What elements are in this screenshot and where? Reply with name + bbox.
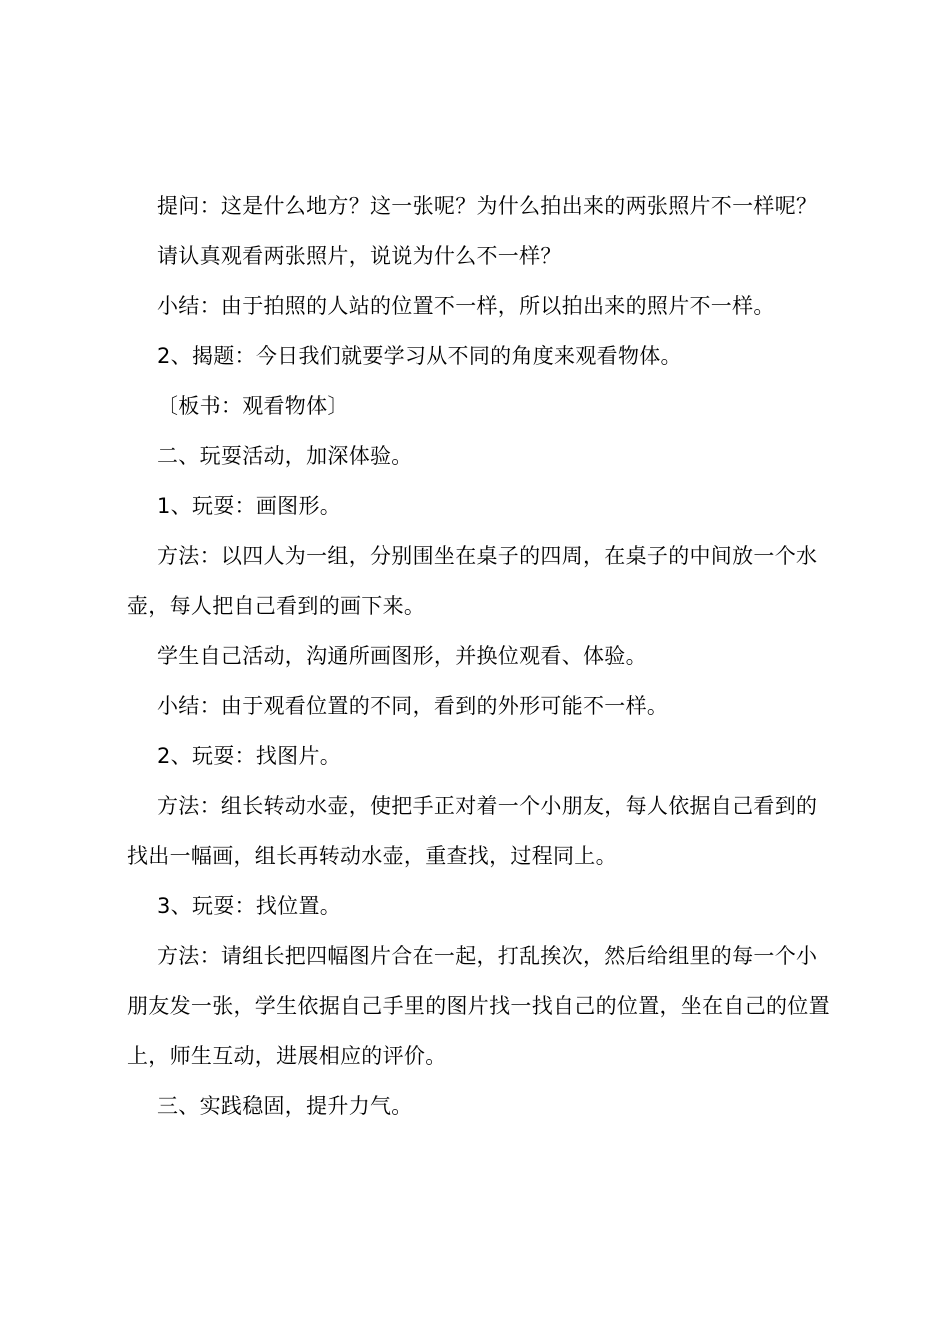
document-body	[127, 181, 833, 1131]
activity-3-method: 方法：请组长把四幅图片合在一起，打乱挨次，然后给组里的每一个小朋友发一张，学生依据自己手里的图片找一找自己的位置，坐在自己的位置上，师生互动，进展相应的评价。	[127, 944, 830, 1068]
activity-2-title: 2、玩耍：找图片。	[157, 744, 342, 768]
paragraph-summary-photos: 小结：由于拍照的人站的位置不一样，所以拍出来的照片不一样。	[157, 294, 775, 318]
paragraph-question: 提问：这是什么地方？这一张呢？为什么拍出来的两张照片不一样呢？	[157, 194, 818, 218]
paragraph-reveal-topic: 2、揭题：今日我们就要学习从不同的角度来观看物体。	[157, 344, 682, 368]
section-heading-activities: 二、玩耍活动，加深体验。	[157, 444, 413, 468]
activity-3-title: 3、玩耍：找位置。	[157, 894, 342, 918]
activity-1-summary: 小结：由于观看位置的不同，看到的外形可能不一样。	[157, 694, 669, 718]
section-heading-practice: 三、实践稳固，提升力气。	[157, 1094, 413, 1118]
paragraph-blackboard: 〔板书：观看物体〕	[157, 394, 349, 418]
paragraph-observe-photos: 请认真观看两张照片，说说为什么不一样？	[157, 244, 562, 268]
activity-1-method: 方法：以四人为一组，分别围坐在桌子的四周，在桌子的中间放一个水壶，每人把自己看到的画下来。	[127, 544, 818, 618]
activity-2-method: 方法：组长转动水壶，使把手正对着一个小朋友，每人依据自己看到的找出一幅画，组长再转动水壶，重查找，过程同上。	[127, 794, 818, 868]
activity-1-students: 学生自己活动，沟通所画图形，并换位观看、体验。	[157, 644, 647, 668]
activity-1-title: 1、玩耍：画图形。	[157, 494, 342, 518]
